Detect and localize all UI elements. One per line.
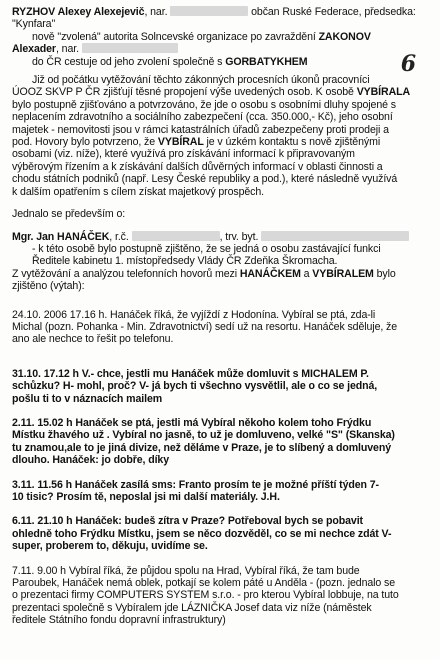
redacted-rc — [132, 231, 220, 241]
redacted-address — [261, 231, 409, 241]
header-line-1: RYZHOV Alexey Alexejevič, nar. občan Ruské Federace, předsedka: — [12, 6, 416, 18]
subject-name: RYZHOV Alexey Alexejevič — [12, 6, 145, 18]
log-entry-2: 31.10. 17.12 h V.- chce, jestli mu Hanáček může domluvit s MICHALEM P. schůzku? H- mohl, proč? V- já bych ti všechno vysvětlil, ale o co se jedná, pošlu ti to v náznacích mailem — [12, 367, 378, 405]
header-line-2: "Kynfara" — [12, 18, 56, 31]
redacted-birthdate — [170, 6, 248, 16]
handwritten-page-number: 6 — [400, 51, 416, 77]
log-entry-1: 24.10. 2006 17.16 h. Hanáček říká, že vyjíždí z Hodonína. Vybíral se ptá, zda-li Michal (pozn. Pohanka - Min. Zdravotnictví) sedí už na resortu. Hanáček sděluje, že ano ale nechce to řešit po telefonu. — [12, 308, 398, 346]
log-entry-6: 7.11. 9.00 h Vybíral říká, že půjdou spolu na Hrad, Vybíral říká, že tam bude Paroubek, Hanáček nemá oblek, potkají se kolem páté u Anděla - (pozn. jednalo se o prezentaci firmy COMPUTERS SYSTEM s.r.o. - pro kterou Vybíral lobbuje, na tuto prezentaci společně s Vybíralem jde LÁZNIČKA Josef data viz níže (náměstek ředitele Státního fondu dopravní infrastruktury) — [12, 564, 399, 627]
intro-paragraph: Již od počátku vytěžování těchto zákonných procesních úkonů pracovníci ÚOOZ SKVP P ČR zjišťují těsné propojení výše uvedených osob. K osobě VYBÍRALA bylo postupně zjišťováno a potvrzováno, že jde o osobu s osobními dluhy spojené s neplacením zdravotního a sociálního zabezpečení (cca. 350.000,- Kč), jeho osobní majetek - nemovitosti jsou v rámci katastrálních úřadů zabezpečeny proti prodeji a pod. Hovory bylo potvrzeno, že VYBÍRAL je v úzkém kontaktu s nově zjištěnými osobami (viz. níže), které využívá pro získávání informací k připravovaným výběrovým řízením a k získávání dalších důvěrných informací v oblasti činnosti a chodu státních podniků (např. Lesy České republiky a pod.), které následně využívá k dalším opatřením s cílem získat majetkový prospěch. — [12, 74, 411, 198]
log-entry-3: 2.11. 15.02 h Hanáček se ptá, jestli má Vybíral někoho kolem toho Frýdku Místku žhavého už . Vybíral no jasně, to už je domluveno, velké "S" (Skanska) tu znamou,ale to je jiná divize, než děláme v Praze, je to slíbený a domluvený dlouho. Hanáček: jo dobře, díky — [12, 416, 395, 467]
person-name: Mgr. Jan HANÁČEK — [12, 230, 110, 243]
log-entry-4: 3.11. 11.56 h Hanáček zasílá sms: Franto prosím te je možné příští týden 7- 10 tisic? Prosím tě, neposlal jsi mi další materiály. J.H. — [12, 478, 379, 503]
header-line-4: Alexader, nar. — [12, 43, 426, 55]
person-block: Mgr. Jan HANÁČEK, r.č. , trv. byt. - k této osobě bylo postupně zjištěno, že se jedná o osobu zastávající funkci Ředitele kabinetu 1. místopředsedy Vlády ČR Zdeňka Škromacha. Z vytěžování a analýzou telefonních hovorů mezi HANÁČKEM a VYBÍRALEM bylo zjištěno (výtah): — [12, 231, 426, 293]
section-heading: Jednalo se především o: — [12, 208, 126, 221]
log-entry-5: 6.11. 21.10 h Hanáček: budeš zítra v Praze? Potřeboval bych se pobavit ohledně toho Frýdku Místku, jsem se něco dozvěděl, co se mi nechce zdát V- super, proberem to, děkuju, uvidíme se. — [12, 515, 392, 553]
redacted-birthdate-2 — [82, 43, 178, 53]
header-block — [12, 6, 426, 77]
header-line-3: nově "zvolená" autorita Solncevské organizace po zavraždění ZAKONOV — [32, 30, 371, 43]
header-line-5: do ČR cestuje od jeho zvolení společně s GORBATYKHEM — [32, 55, 308, 68]
